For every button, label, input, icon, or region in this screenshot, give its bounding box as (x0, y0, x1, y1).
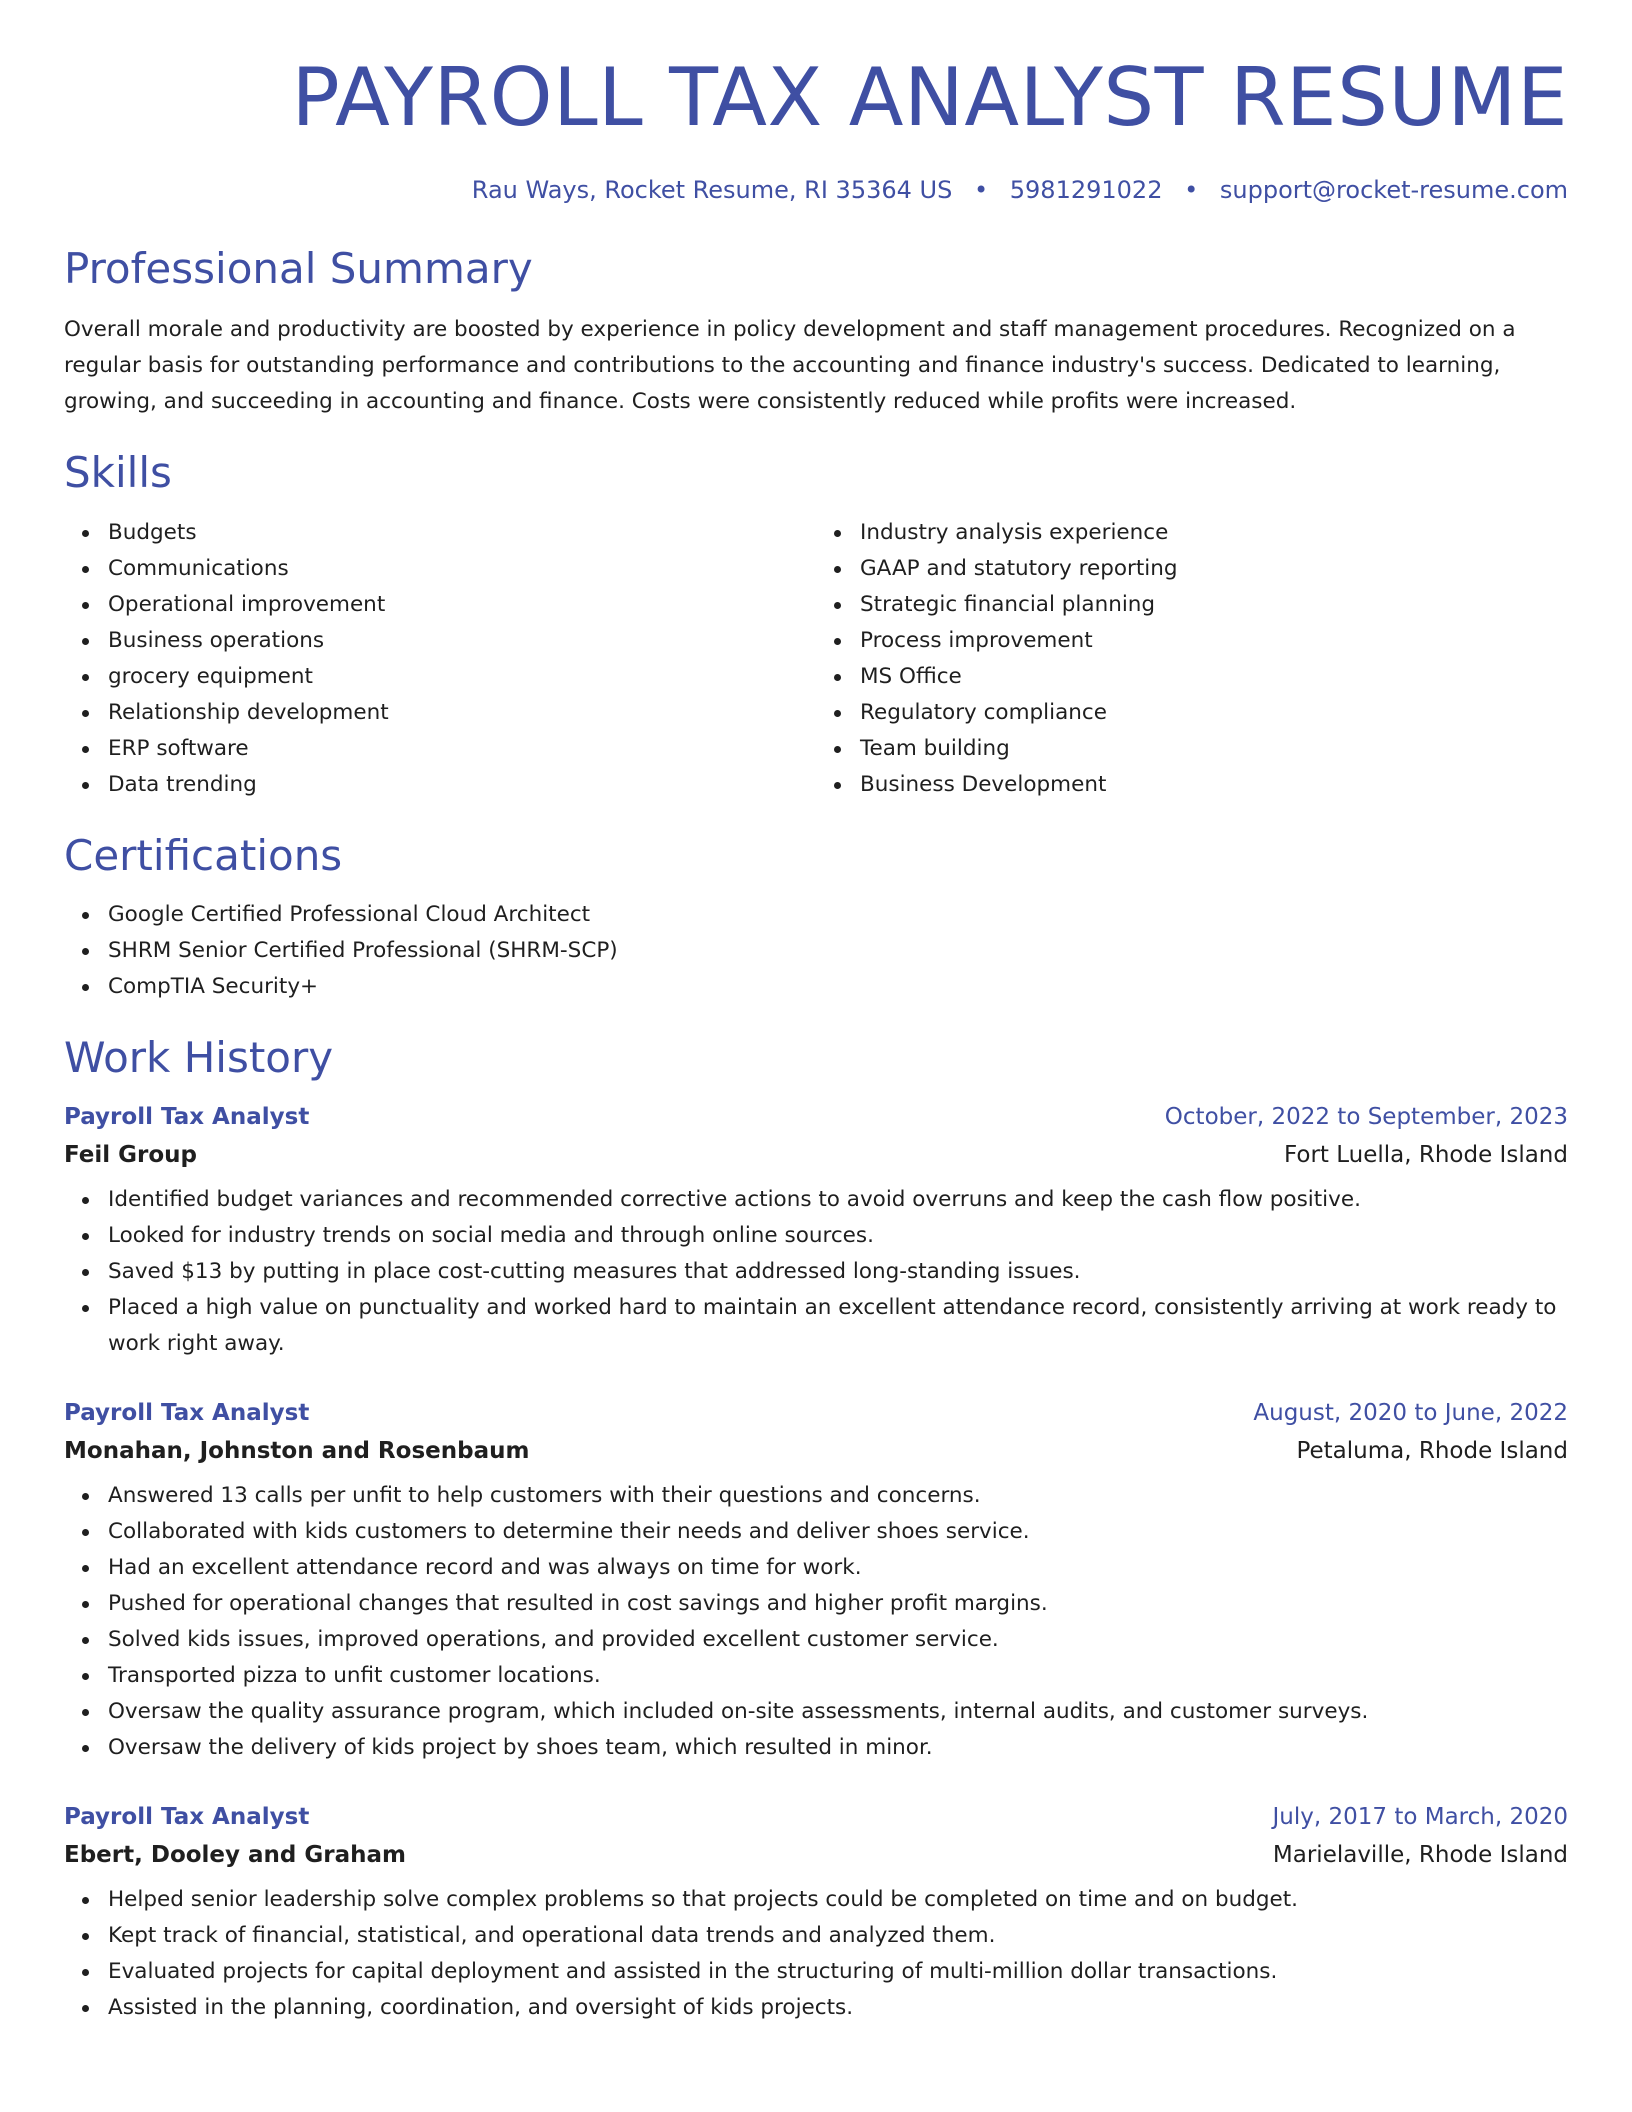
list-item: Evaluated projects for capital deployment and assisted in the structuring of multi-million dollar transactions. (108, 1954, 1568, 1990)
job-company: Monahan, Johnston and Rosenbaum (64, 1437, 530, 1464)
job-subheader (64, 1142, 1568, 1168)
summary-text: Overall morale and productivity are boosted by experience in policy development and staff management procedures. Recognized on a regular basis for outstanding performance and contributions to the accounting and finance industry's success. Dedicated to learning, growing, and succeeding in accounting and finance. Costs were consistently reduced while profits were increased. (64, 317, 1516, 415)
job-header (64, 1104, 1568, 1130)
skills-column-left (64, 515, 816, 803)
contact-separator: • (1184, 176, 1199, 204)
list-item: grocery equipment (108, 659, 816, 695)
list-item: Transported pizza to unfit customer locations. (108, 1658, 1568, 1694)
list-item: Communications (108, 551, 816, 587)
certifications-heading: Certifications (64, 830, 343, 880)
list-item: Oversaw the delivery of kids project by shoes team, which resulted in minor. (108, 1730, 1568, 1766)
list-item: Had an excellent attendance record and was always on time for work. (108, 1550, 1568, 1586)
list-item: Helped senior leadership solve complex problems so that projects could be completed on time and on budget. (108, 1882, 1568, 1918)
list-item: Identified budget variances and recommended corrective actions to avoid overruns and keep the cash flow positive. (108, 1182, 1568, 1218)
job-entry (64, 1400, 1568, 1766)
list-item: Budgets (108, 515, 816, 551)
list-item: Answered 13 calls per unfit to help customers with their questions and concerns. (108, 1478, 1568, 1514)
skills-list (64, 515, 1568, 803)
job-subheader (64, 1842, 1568, 1868)
list-item: Process improvement (860, 623, 1568, 659)
list-item: Oversaw the quality assurance program, which included on-site assessments, internal audits, and customer surveys. (108, 1694, 1568, 1730)
job-company: Ebert, Dooley and Graham (64, 1841, 407, 1868)
job-company: Feil Group (64, 1141, 198, 1168)
contact-separator: • (973, 176, 989, 204)
job-dates: July, 2017 to March, 2020 (1272, 1803, 1568, 1830)
list-item: Collaborated with kids customers to determine their needs and deliver shoes service. (108, 1514, 1568, 1550)
contact-phone: 5981291022 (1009, 176, 1163, 204)
list-item: Assisted in the planning, coordination, and oversight of kids projects. (108, 1990, 1568, 2026)
contact-address: Rau Ways, Rocket Resume, RI 35364 US (471, 176, 953, 204)
job-header (64, 1400, 1568, 1426)
skills-column-right (816, 515, 1568, 803)
job-location: Petaluma, Rhode Island (1296, 1437, 1568, 1464)
summary-heading: Professional Summary (64, 244, 533, 293)
list-item: GAAP and statutory reporting (860, 551, 1568, 587)
list-item: Industry analysis experience (860, 515, 1568, 551)
list-item: Kept track of financial, statistical, and operational data trends and analyzed them. (108, 1918, 1568, 1954)
list-item: Regulatory compliance (860, 695, 1568, 731)
certifications-list (64, 897, 1568, 1005)
list-item: Business Development (860, 767, 1568, 803)
list-item: Strategic financial planning (860, 587, 1568, 623)
list-item: Google Certified Professional Cloud Architect (108, 897, 1568, 933)
resume-header (64, 50, 1568, 204)
list-item: Pushed for operational changes that resulted in cost savings and higher profit margins. (108, 1586, 1568, 1622)
list-item: Data trending (108, 767, 816, 803)
list-item: Looked for industry trends on social media and through online sources. (108, 1218, 1568, 1254)
resume-title: PAYROLL TAX ANALYST RESUME (291, 51, 1568, 144)
list-item: SHRM Senior Certified Professional (SHRM-SCP) (108, 933, 1568, 969)
job-location: Marielaville, Rhode Island (1272, 1841, 1568, 1868)
list-item: Team building (860, 731, 1568, 767)
job-subheader (64, 1438, 1568, 1464)
job-entry (64, 1104, 1568, 1362)
skills-heading: Skills (64, 448, 172, 498)
list-item: Placed a high value on punctuality and worked hard to maintain an excellent attendance record, consistently arriving at work ready to work right away. (108, 1290, 1568, 1362)
job-dates: October, 2022 to September, 2023 (1164, 1103, 1568, 1130)
list-item: ERP software (108, 731, 816, 767)
contact-email: support@rocket-resume.com (1219, 176, 1568, 204)
job-bullets (64, 1882, 1568, 2026)
contact-line (64, 176, 1568, 204)
list-item: Solved kids issues, improved operations, and provided excellent customer service. (108, 1622, 1568, 1658)
job-header (64, 1804, 1568, 1830)
job-entry (64, 1804, 1568, 2026)
list-item: CompTIA Security+ (108, 969, 1568, 1005)
list-item: Operational improvement (108, 587, 816, 623)
job-bullets (64, 1182, 1568, 1362)
list-item: MS Office (860, 659, 1568, 695)
list-item: Saved $13 by putting in place cost-cutting measures that addressed long-standing issues. (108, 1254, 1568, 1290)
job-title: Payroll Tax Analyst (64, 1399, 310, 1426)
work-history-heading: Work History (64, 1033, 334, 1083)
list-item: Relationship development (108, 695, 816, 731)
job-title: Payroll Tax Analyst (64, 1103, 310, 1130)
job-location: Fort Luella, Rhode Island (1283, 1141, 1568, 1168)
job-dates: August, 2020 to June, 2022 (1253, 1399, 1568, 1426)
job-bullets (64, 1478, 1568, 1766)
job-title: Payroll Tax Analyst (64, 1803, 310, 1830)
list-item: Business operations (108, 623, 816, 659)
